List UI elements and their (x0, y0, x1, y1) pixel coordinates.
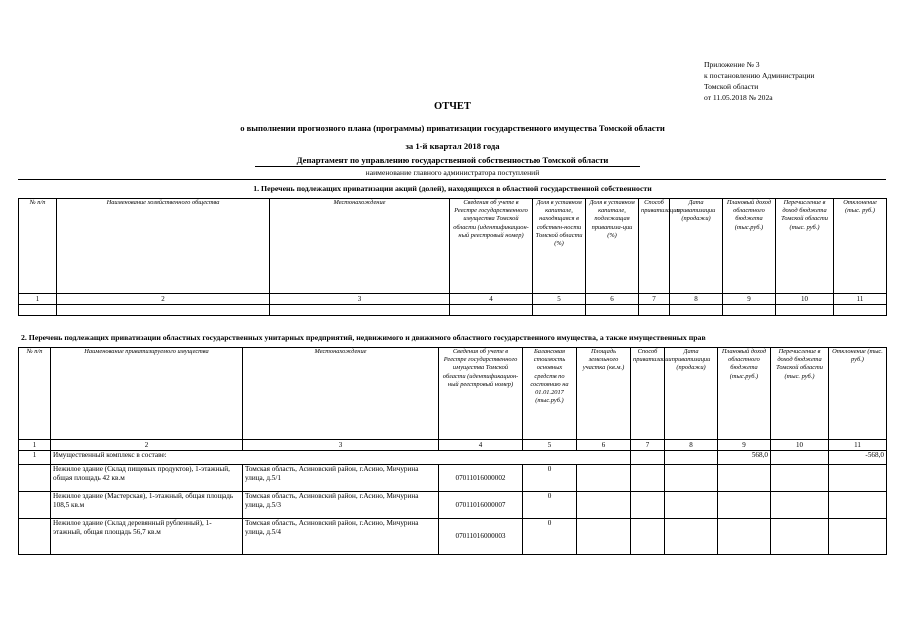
header-cell: Отклонение (тыс. руб.) (829, 348, 887, 440)
empty-cell (57, 305, 270, 316)
column-number: 11 (834, 294, 887, 305)
column-number: 2 (57, 294, 270, 305)
item-balance: 0 (523, 492, 577, 519)
header-cell: Доля в уставном капитале, находящаяся в собствен-ности Томской области (%) (533, 199, 586, 294)
header-cell: Наименование приватизируемого имущества (51, 348, 243, 440)
appendix-block (704, 59, 814, 103)
header-cell: Площадь земельного участка (кв.м.) (577, 348, 631, 440)
empty-cell (577, 492, 631, 519)
column-number: 4 (439, 440, 523, 451)
empty-cell (533, 305, 586, 316)
empty-cell (834, 305, 887, 316)
empty-cell (577, 465, 631, 492)
report-period: за 1-й квартал 2018 года (405, 141, 500, 151)
column-number: 8 (665, 440, 718, 451)
empty-cell (829, 519, 887, 555)
section2-table (18, 347, 887, 555)
item-location: Томская область, Асиновский район, г.Асино, Мичурина улица, д.5/3 (243, 492, 439, 519)
department-underline (255, 166, 640, 167)
empty-cell (19, 465, 51, 492)
header-cell: Сведения об учете в Реестре государственного имущества Томской области (идентификацион-ный реестровый номер) (450, 199, 533, 294)
empty-cell (450, 305, 533, 316)
item-name: Нежилое здание (Склад пищевых продуктов), 1-этажный, общая площадь 42 кв.м (51, 465, 243, 492)
column-number: 2 (51, 440, 243, 451)
empty-cell (829, 492, 887, 519)
item-registry: 07011016000007 (439, 492, 523, 519)
column-number: 10 (776, 294, 834, 305)
empty-cell (631, 519, 665, 555)
empty-cell (829, 465, 887, 492)
header-cell: Плановый доход областного бюджета (тыс.руб.) (718, 348, 771, 440)
empty-cell (665, 492, 718, 519)
column-number: 7 (631, 440, 665, 451)
column-number: 7 (639, 294, 670, 305)
header-cell: Сведения об учете в Реестре государственного имущества Томской области (идентификацион-ный реестровый номер) (439, 348, 523, 440)
empty-cell (270, 305, 450, 316)
empty-cell (631, 465, 665, 492)
report-title: ОТЧЕТ (434, 101, 471, 112)
section1-table (18, 198, 887, 316)
column-number: 6 (586, 294, 639, 305)
header-cell: Плановый доход областного бюджета (тыс.руб.) (723, 199, 776, 294)
empty-cell (723, 305, 776, 316)
empty-cell (631, 451, 665, 465)
empty-cell (639, 305, 670, 316)
column-number: 5 (523, 440, 577, 451)
header-cell: Способ приватизации (639, 199, 670, 294)
department-caption: наименование главного администратора поступлений (365, 168, 540, 177)
column-number: 5 (533, 294, 586, 305)
empty-cell (776, 305, 834, 316)
item-name: Нежилое здание (Мастерская), 1-этажный, общая площадь 108,5 кв.м (51, 492, 243, 519)
column-number: 1 (19, 294, 57, 305)
report-subtitle: о выполнении прогнозного плана (программы) приватизации государственного имущества Томской области (240, 123, 665, 133)
empty-cell (19, 305, 57, 316)
column-number: 3 (243, 440, 439, 451)
header-cell: Дата приватизации (продажи) (665, 348, 718, 440)
empty-cell (586, 305, 639, 316)
empty-cell (19, 492, 51, 519)
item-location: Томская область, Асиновский район, г.Асино, Мичурина улица, д.5/1 (243, 465, 439, 492)
header-cell: Отклонение (тыс. руб.) (834, 199, 887, 294)
header-cell: № п/п (19, 199, 57, 294)
empty-cell (577, 451, 631, 465)
complex-name: Имущественный комплекс в составе: (51, 451, 523, 465)
empty-cell (665, 465, 718, 492)
appendix-line: Приложение № 3 (704, 60, 760, 69)
column-number: 10 (771, 440, 829, 451)
item-registry: 07011016000003 (439, 519, 523, 555)
appendix-line: Томской области (704, 82, 759, 91)
section2-title: 2. Перечень подлежащих приватизации областных государственных унитарных предприятий, недвижимого и движимого областного государственного имущества, а также имущественных прав (21, 333, 706, 342)
item-balance: 0 (523, 519, 577, 555)
row-index: 1 (19, 451, 51, 465)
empty-cell (771, 492, 829, 519)
deviation: -568,0 (829, 451, 887, 465)
header-cell: Местонахождение (243, 348, 439, 440)
column-number: 3 (270, 294, 450, 305)
header-cell: Доля в уставном капитале, подлежащая приватиза-ции (%) (586, 199, 639, 294)
empty-cell (670, 305, 723, 316)
item-name: Нежилое здание (Склад деревянный рубленный), 1-этажный, общая площадь 56,7 кв.м (51, 519, 243, 555)
header-cell: Способ приватизации (631, 348, 665, 440)
header-cell: № п/п (19, 348, 51, 440)
column-number: 9 (723, 294, 776, 305)
appendix-line: от 11.05.2018 № 202а (704, 93, 773, 102)
header-cell: Местонахождение (270, 199, 450, 294)
empty-cell (718, 519, 771, 555)
empty-cell (771, 465, 829, 492)
column-number: 11 (829, 440, 887, 451)
item-balance: 0 (523, 465, 577, 492)
empty-cell (665, 519, 718, 555)
column-number: 4 (450, 294, 533, 305)
header-cell: Перечисление в доход бюджета Томской области (тыс. руб.) (771, 348, 829, 440)
empty-cell (631, 492, 665, 519)
header-cell: Перечисление в доход бюджета Томской области (тыс. руб.) (776, 199, 834, 294)
empty-cell (577, 519, 631, 555)
empty-cell (718, 465, 771, 492)
column-number: 6 (577, 440, 631, 451)
empty-cell (718, 492, 771, 519)
section1-title: 1. Перечень подлежащих приватизации акций (долей), находящихся в областной государственной собственности (253, 184, 652, 193)
empty-cell (771, 519, 829, 555)
planned-income: 568,0 (718, 451, 771, 465)
empty-cell (19, 519, 51, 555)
item-registry: 07011016000002 (439, 465, 523, 492)
header-cell: Дата приватизации (продажи) (670, 199, 723, 294)
report-department: Департамент по управлению государственной собственностью Томской области (296, 155, 609, 165)
caption-underline (18, 179, 886, 180)
header-cell: Наименование хозяйственного общества (57, 199, 270, 294)
empty-cell (771, 451, 829, 465)
header-cell: Балансовая стоимость основных средств по состоянию на 01.01.2017 (тыс.руб.) (523, 348, 577, 440)
empty-cell (523, 451, 577, 465)
item-location: Томская область, Асиновский район, г.Асино, Мичурина улица, д.5/4 (243, 519, 439, 555)
column-number: 8 (670, 294, 723, 305)
column-number: 1 (19, 440, 51, 451)
column-number: 9 (718, 440, 771, 451)
appendix-line: к постановлению Администрации (704, 71, 815, 80)
empty-cell (665, 451, 718, 465)
